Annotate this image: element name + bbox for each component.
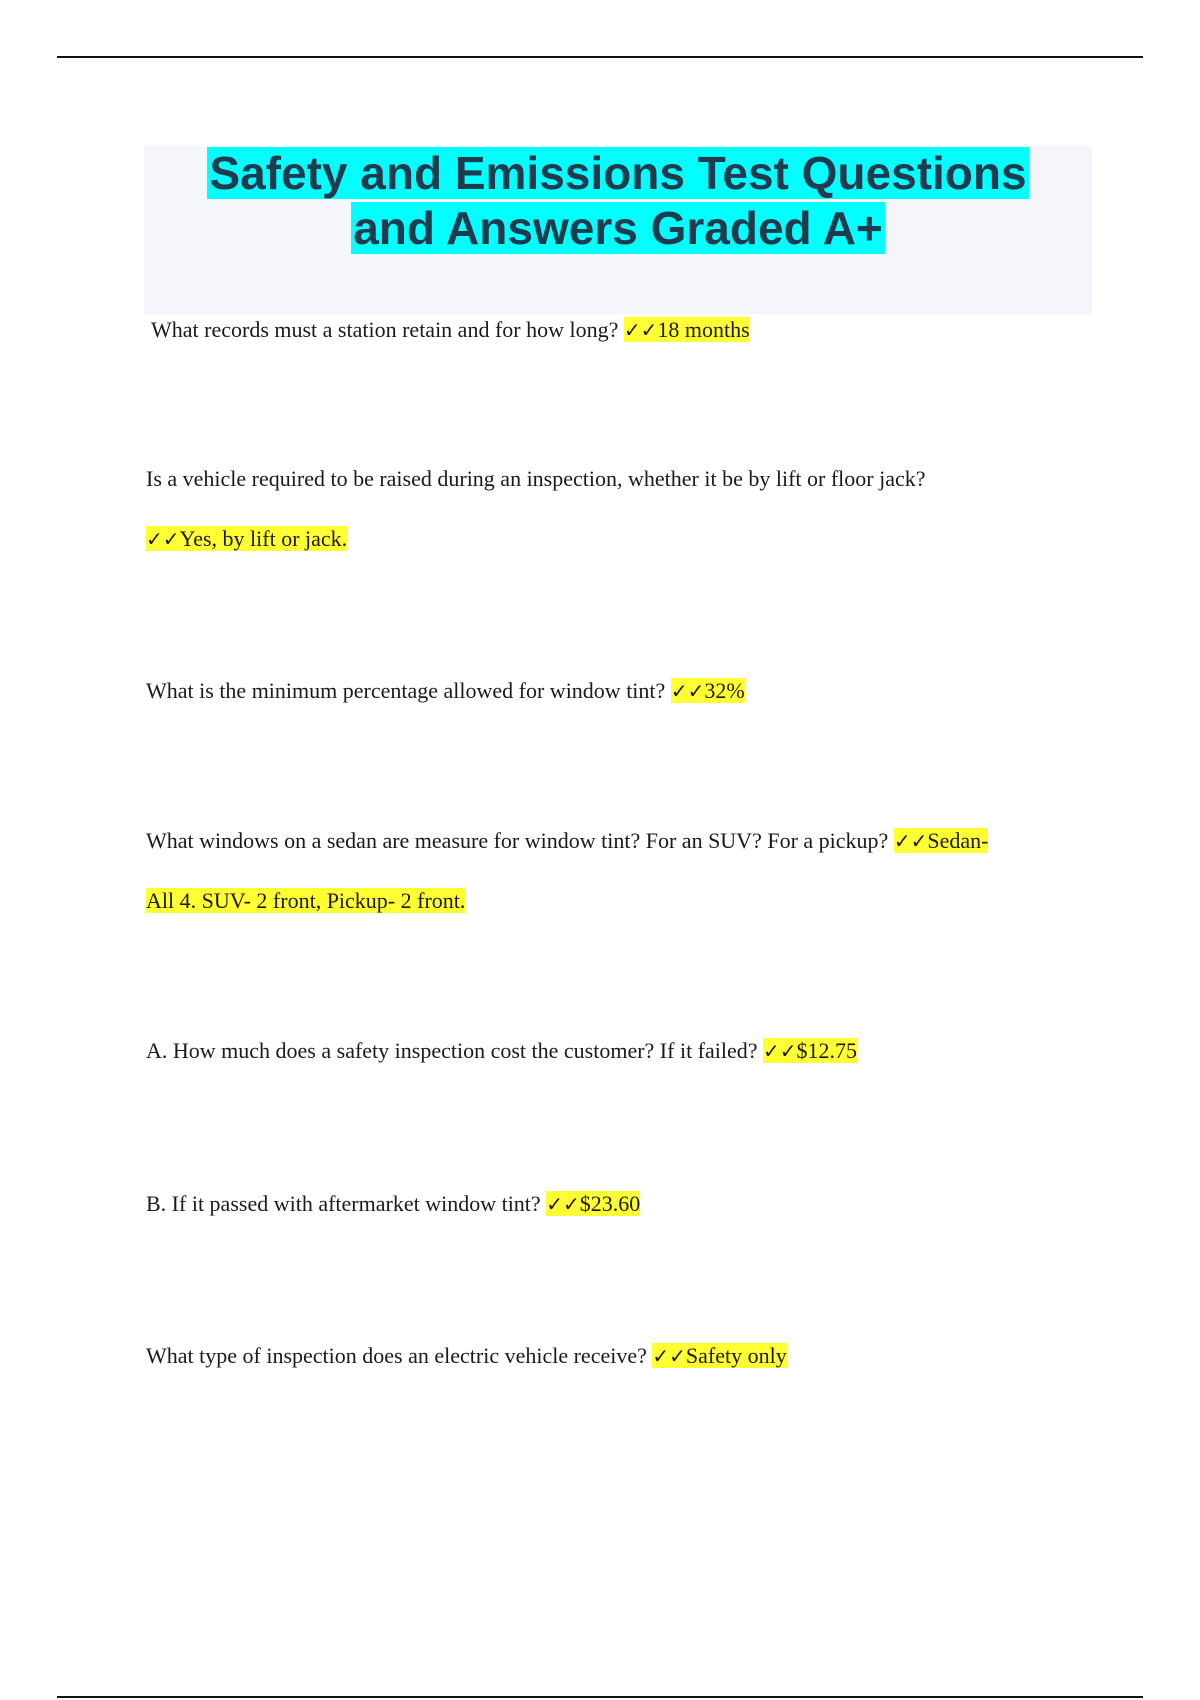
- footer-rule: [57, 1696, 1143, 1698]
- answer-highlight: [894, 828, 989, 853]
- qa-item-6: [146, 1174, 1106, 1234]
- question-text: What type of inspection does an electric vehicle receive?: [146, 1343, 647, 1368]
- answer-highlight-continued: [146, 888, 465, 913]
- qa-item-4: [146, 811, 1106, 931]
- qa-item-7: [146, 1326, 1106, 1386]
- checkmark-icon: ✓✓: [623, 318, 658, 342]
- answer-text: 32%: [704, 678, 745, 703]
- question-text: What is the minimum percentage allowed for window tint?: [146, 678, 666, 703]
- answer-highlight: [763, 1038, 857, 1063]
- answer-highlight: [146, 526, 347, 551]
- qa-item-1: [151, 300, 1111, 360]
- checkmark-icon: ✓✓: [652, 1344, 686, 1368]
- title-line-2: and Answers Graded A+: [353, 202, 883, 254]
- checkmark-icon: ✓✓: [146, 527, 180, 551]
- checkmark-icon: ✓✓: [893, 829, 928, 853]
- answer-text: $23.60: [579, 1191, 641, 1216]
- answer-text: 18 months: [657, 317, 750, 342]
- header-rule: [57, 56, 1143, 58]
- checkmark-icon: ✓✓: [546, 1192, 580, 1216]
- answer-text: $12.75: [796, 1038, 858, 1063]
- question-text: A. How much does a safety inspection cost the customer? If it failed?: [146, 1038, 758, 1063]
- question-text: B. If it passed with aftermarket window tint?: [146, 1191, 541, 1216]
- answer-text: Safety only: [685, 1343, 787, 1368]
- answer-highlight: [652, 1343, 786, 1368]
- title-band: [144, 146, 1092, 314]
- checkmark-icon: ✓✓: [670, 679, 705, 703]
- answer-highlight: [671, 678, 745, 703]
- answer-text-part-1: Sedan-: [927, 828, 989, 853]
- document-title: [144, 146, 1092, 256]
- qa-item-5: [146, 1021, 1106, 1081]
- qa-item-3: [146, 661, 1106, 721]
- answer-highlight: [546, 1191, 640, 1216]
- answer-highlight: [624, 317, 750, 342]
- title-line-1: Safety and Emissions Test Questions: [209, 147, 1027, 199]
- answer-text: Yes, by lift or jack.: [179, 526, 348, 551]
- answer-text-part-2: All 4. SUV- 2 front, Pickup- 2 front.: [146, 888, 466, 913]
- question-text: What windows on a sedan are measure for window tint? For an SUV? For a pickup?: [146, 828, 889, 853]
- checkmark-icon: ✓✓: [763, 1039, 797, 1063]
- question-text: Is a vehicle required to be raised during an inspection, whether it be by lift or floor jack?: [146, 466, 926, 491]
- question-text: What records must a station retain and for how long?: [151, 317, 619, 342]
- qa-item-2: [146, 449, 1106, 569]
